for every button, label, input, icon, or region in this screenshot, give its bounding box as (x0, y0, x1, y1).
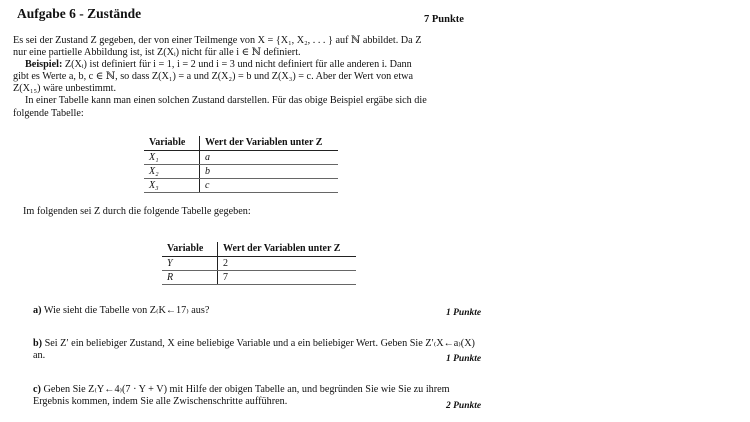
total-points: 7 Punkte (424, 14, 464, 25)
question-c-points: 2 Punkte (446, 401, 482, 411)
table-cell: Y (162, 257, 218, 271)
table-cell: c (200, 179, 339, 193)
question-label: c) (33, 384, 41, 395)
column-header-variable: Variable (162, 242, 218, 257)
intro-line-6: In einer Tabelle kann man einen solchen Zustand darstellen. Für das obige Beispiel ergäbe sich die (25, 95, 427, 107)
table-cell: X₃ (144, 179, 200, 193)
table-row (144, 179, 338, 193)
intro-line-2: nur eine partielle Abbildung ist, ist Z(Xᵢ) nicht für alle i ∈ ℕ definiert. (13, 47, 301, 59)
example-label: Beispiel: (25, 59, 63, 71)
question-label: b) (33, 338, 43, 349)
table-row (162, 257, 356, 271)
table-cell: R (162, 271, 218, 285)
question-text: Sei Z′ ein beliebiger Zustand, X eine beliebige Variable und a ein beliebiger Wert. Geben Sie Z′₍X←a₎(X) (42, 338, 475, 349)
table-cell: a (200, 151, 339, 165)
intro-paragraph (13, 35, 473, 120)
table-cell: X₂ (144, 165, 200, 179)
question-text: Geben Sie Z₍Y←4₎(7 · Y + V) mit Hilfe der obigen Tabelle an, und begründen Sie wie Sie zu ihrem (40, 384, 450, 395)
table-row (144, 165, 338, 179)
intro-line-3-text: Z(Xᵢ) ist definiert für i = 1, i = 2 und i = 3 und nicht definiert für alle anderen i. Dann (62, 59, 412, 71)
column-header-variable: Variable (144, 136, 200, 151)
table-row (144, 151, 338, 165)
exercise-title: Aufgabe 6 - Zustände (17, 6, 142, 21)
intro-line-1: Es sei der Zustand Z gegeben, der von einer Teilmenge von X = {X₁, X₂, . . . } auf ℕ abbildet. Da Z (13, 35, 422, 46)
table-row (162, 271, 356, 285)
intro-line-3 (13, 59, 473, 71)
intro-line-7: folgende Tabelle: (13, 107, 84, 119)
given-state-intro: Im folgenden sei Z durch die folgende Tabelle gegeben: (23, 206, 251, 217)
table-cell: X₁ (144, 151, 200, 165)
intro-line-5: Z(X₁₅) wäre unbestimmt. (13, 83, 117, 95)
question-b-points: 1 Punkte (446, 354, 482, 364)
table-cell: 2 (218, 257, 357, 271)
column-header-value: Wert der Variablen unter Z (218, 242, 357, 257)
intro-line-4: gibt es Werte a, b, c ∈ ℕ, so dass Z(X₁) = a und Z(X₂) = b und Z(X₃) = c. Aber der Wert von etwa (13, 71, 414, 83)
question-text-cont: an. (33, 350, 46, 361)
question-label: a) (33, 305, 42, 316)
column-header-value: Wert der Variablen unter Z (200, 136, 339, 151)
question-text: Wie sieht die Tabelle von Z₍K←17₎ aus? (41, 305, 210, 316)
table-cell: 7 (218, 271, 357, 285)
given-state-table (162, 242, 356, 285)
table-header-row (144, 136, 338, 151)
question-text-cont: Ergebnis kommen, indem Sie alle Zwischenschritte aufführen. (33, 396, 288, 407)
table-header-row (162, 242, 356, 257)
question-a (33, 305, 209, 317)
example-state-table (144, 136, 338, 193)
question-a-points: 1 Punkte (446, 308, 482, 318)
question-c (33, 384, 450, 408)
question-b (33, 338, 475, 362)
table-cell: b (200, 165, 339, 179)
